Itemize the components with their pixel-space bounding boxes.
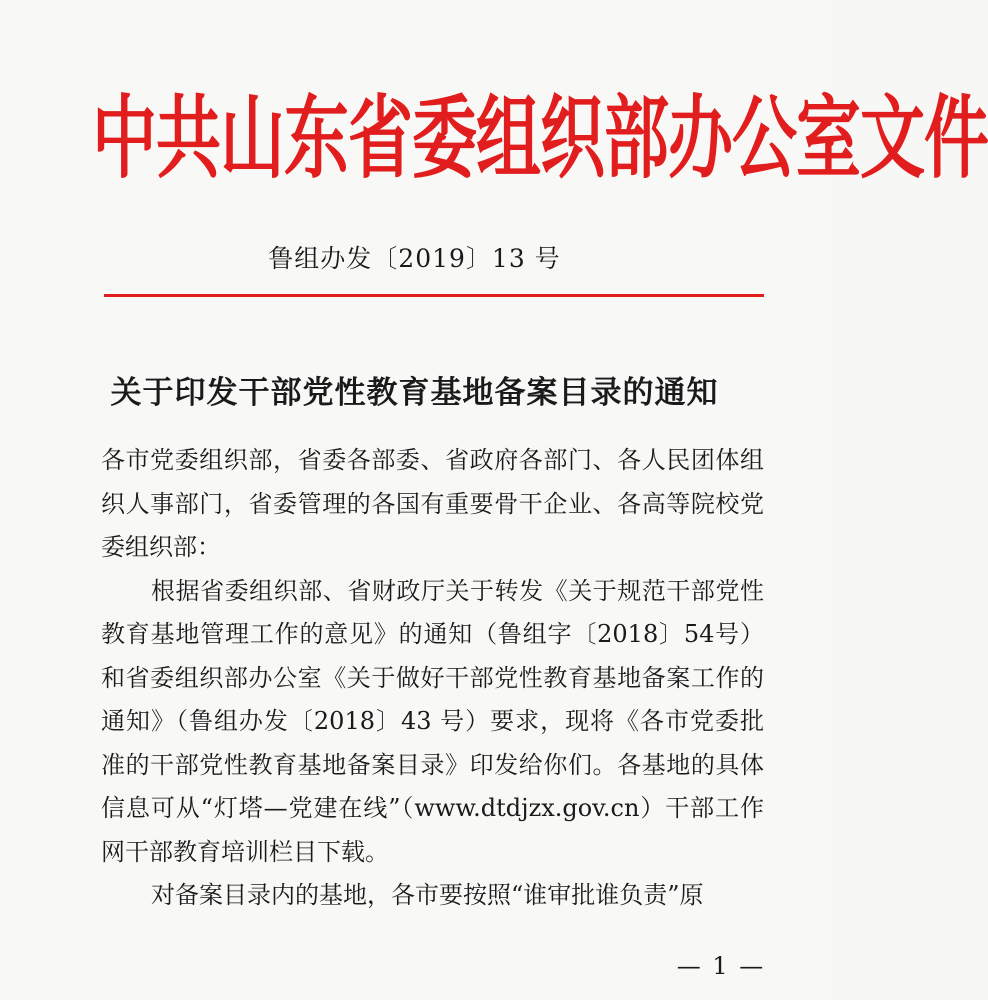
body-paragraph-1: 根据省委组织部、省财政厅关于转发《关于规范干部党性教育基地管理工作的意见》的通知（鲁组字〔2018〕54号）和省委组织部办公室《关于做好干部党性教育基地备案工作的通知》（鲁组办发〔2018〕43 号）要求，现将《各市党委批准的干部党性教育基地备案目录》印发给你们。各基地的具体信息可从“灯塔—党建在线”（www.dtdjzx.gov.cn）干部工作网干部教育培训栏目下载。 <box>101 576 764 866</box>
document-title: 关于印发干部党性教育基地备案目录的通知 <box>110 375 719 411</box>
page-number: — 1 — <box>676 952 766 980</box>
body-paragraph-2: 对备案目录内的基地，各市要按照“谁审批谁负责”原 <box>151 881 704 909</box>
recipient-paragraph: 各市党委组织部，省委各部委、省政府各部门、各人民团体组织人事部门，省委管理的各国有重要骨干企业、各高等院校党委组织部： <box>101 446 764 561</box>
document-number: 鲁组办发〔2019〕13 号 <box>268 244 561 273</box>
document-body <box>101 439 764 918</box>
header-divider <box>104 294 764 297</box>
document-header-title: 中共山东省委组织部办公室文件 <box>92 87 988 192</box>
